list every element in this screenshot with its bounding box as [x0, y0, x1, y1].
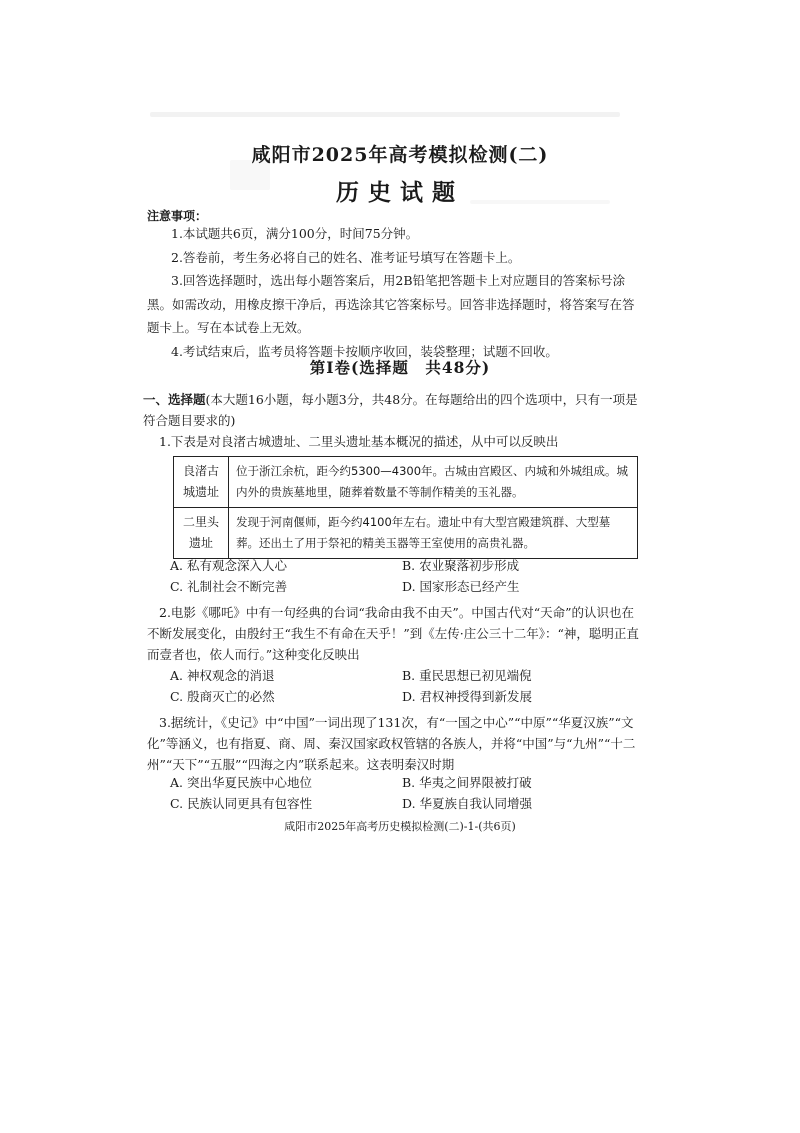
question-1	[147, 431, 643, 452]
notice-item: 3.回答选择题时，选出每小题答案后，用2B铅笔把答题卡上对应题目的答案标号涂黑。如需改动，用橡皮擦干净后，再选涂其它答案标号。回答非选择题时，将答案写在答题卡上。写在本试卷上无效。	[147, 273, 635, 335]
table-cell-desc: 位于浙江余杭，距今约5300—4300年。古城由宫殿区、内城和外城组成。城内外的贵族墓地里，随葬着数量不等制作精美的玉礼器。	[229, 457, 638, 508]
option-row	[170, 555, 640, 576]
notice-heading: 注意事项：	[147, 209, 208, 223]
option-row	[170, 772, 640, 793]
option-a: A. 私有观念深入人心	[170, 558, 287, 573]
option-c: C. 殷商灭亡的必然	[170, 689, 275, 704]
mcq-intro-text: (本大题16小题，每小题3分，共48分。在每题给出的四个选项中，只有一项是符合题目要求的)	[143, 392, 638, 428]
exam-subtitle: 历史试题	[336, 179, 464, 206]
option-d: D. 华夏族自我认同增强	[402, 796, 533, 811]
notice-item: 2.答卷前，考生务必将自己的姓名、准考证号填写在答题卡上。	[171, 249, 521, 265]
question-stem: 2.电影《哪吒》中有一句经典的台词“我命由我不由天”。中国古代对“天命”的认识也在不断发展变化，由殷纣王“我生不有命在天乎！”到《左传·庄公三十二年》：“神，聪明正直而壹者也，依人而行。”这种变化反映出	[147, 605, 639, 662]
scan-artifact	[150, 112, 620, 117]
option-d: D. 国家形态已经产生	[402, 579, 520, 594]
option-row	[170, 665, 640, 686]
option-d: D. 君权神授得到新发展	[402, 689, 533, 704]
option-b: B. 华夷之间界限被打破	[402, 775, 532, 790]
question-3	[147, 712, 643, 775]
page-footer: 咸阳市2025年高考历史模拟检测(二)-1-(共6页)	[284, 820, 516, 833]
option-c: C. 礼制社会不断完善	[170, 579, 288, 594]
question-3-options	[170, 772, 640, 814]
question-1-options	[170, 555, 640, 597]
option-c: C. 民族认同更具有包容性	[170, 796, 313, 811]
question-stem: 3.据统计，《史记》中“中国”一词出现了131次，有“一国之中心”“中原”“华夏汉族”“文化”等涵义，也有指夏、商、周、秦汉国家政权管辖的各族人，并将“中国”与“九州”“十二州”“天下”“五服”“四海之内”联系起来。这表明秦汉时期	[147, 715, 636, 772]
option-row	[170, 576, 640, 597]
exam-title: 咸阳市2025年高考模拟检测(二)	[251, 144, 549, 166]
table-row	[174, 508, 638, 559]
question-2-options	[170, 665, 640, 707]
mcq-intro	[143, 389, 643, 431]
table-cell-site: 良渚古城遗址	[174, 457, 229, 508]
section-title: 第Ⅰ卷(选择题 共48分)	[309, 358, 491, 377]
option-a: A. 突出华夏民族中心地位	[170, 775, 312, 790]
table-row	[174, 457, 638, 508]
option-b: B. 农业聚落初步形成	[402, 558, 520, 573]
notice-item: 1.本试题共6页，满分100分，时间75分钟。	[171, 226, 419, 241]
question-2	[147, 602, 643, 665]
option-a: A. 神权观念的消退	[170, 668, 275, 683]
option-row	[170, 793, 640, 814]
sites-table	[173, 456, 638, 559]
mcq-intro-lead: 一、选择题	[143, 392, 206, 407]
option-row	[170, 686, 640, 707]
table-cell-desc: 发现于河南偃师，距今约4100年左右。遗址中有大型宫殿建筑群、大型墓葬。还出土了用于祭祀的精美玉器等王室使用的高贵礼器。	[229, 508, 638, 559]
notice-list	[147, 222, 643, 363]
table-cell-site: 二里头遗址	[174, 508, 229, 559]
question-stem: 1.下表是对良渚古城遗址、二里头遗址基本概况的描述，从中可以反映出	[159, 434, 559, 449]
option-b: B. 重民思想已初见端倪	[402, 668, 532, 683]
notice-item: 4.考试结束后，监考员将答题卡按顺序收回，装袋整理；试题不回收。	[171, 343, 558, 359]
